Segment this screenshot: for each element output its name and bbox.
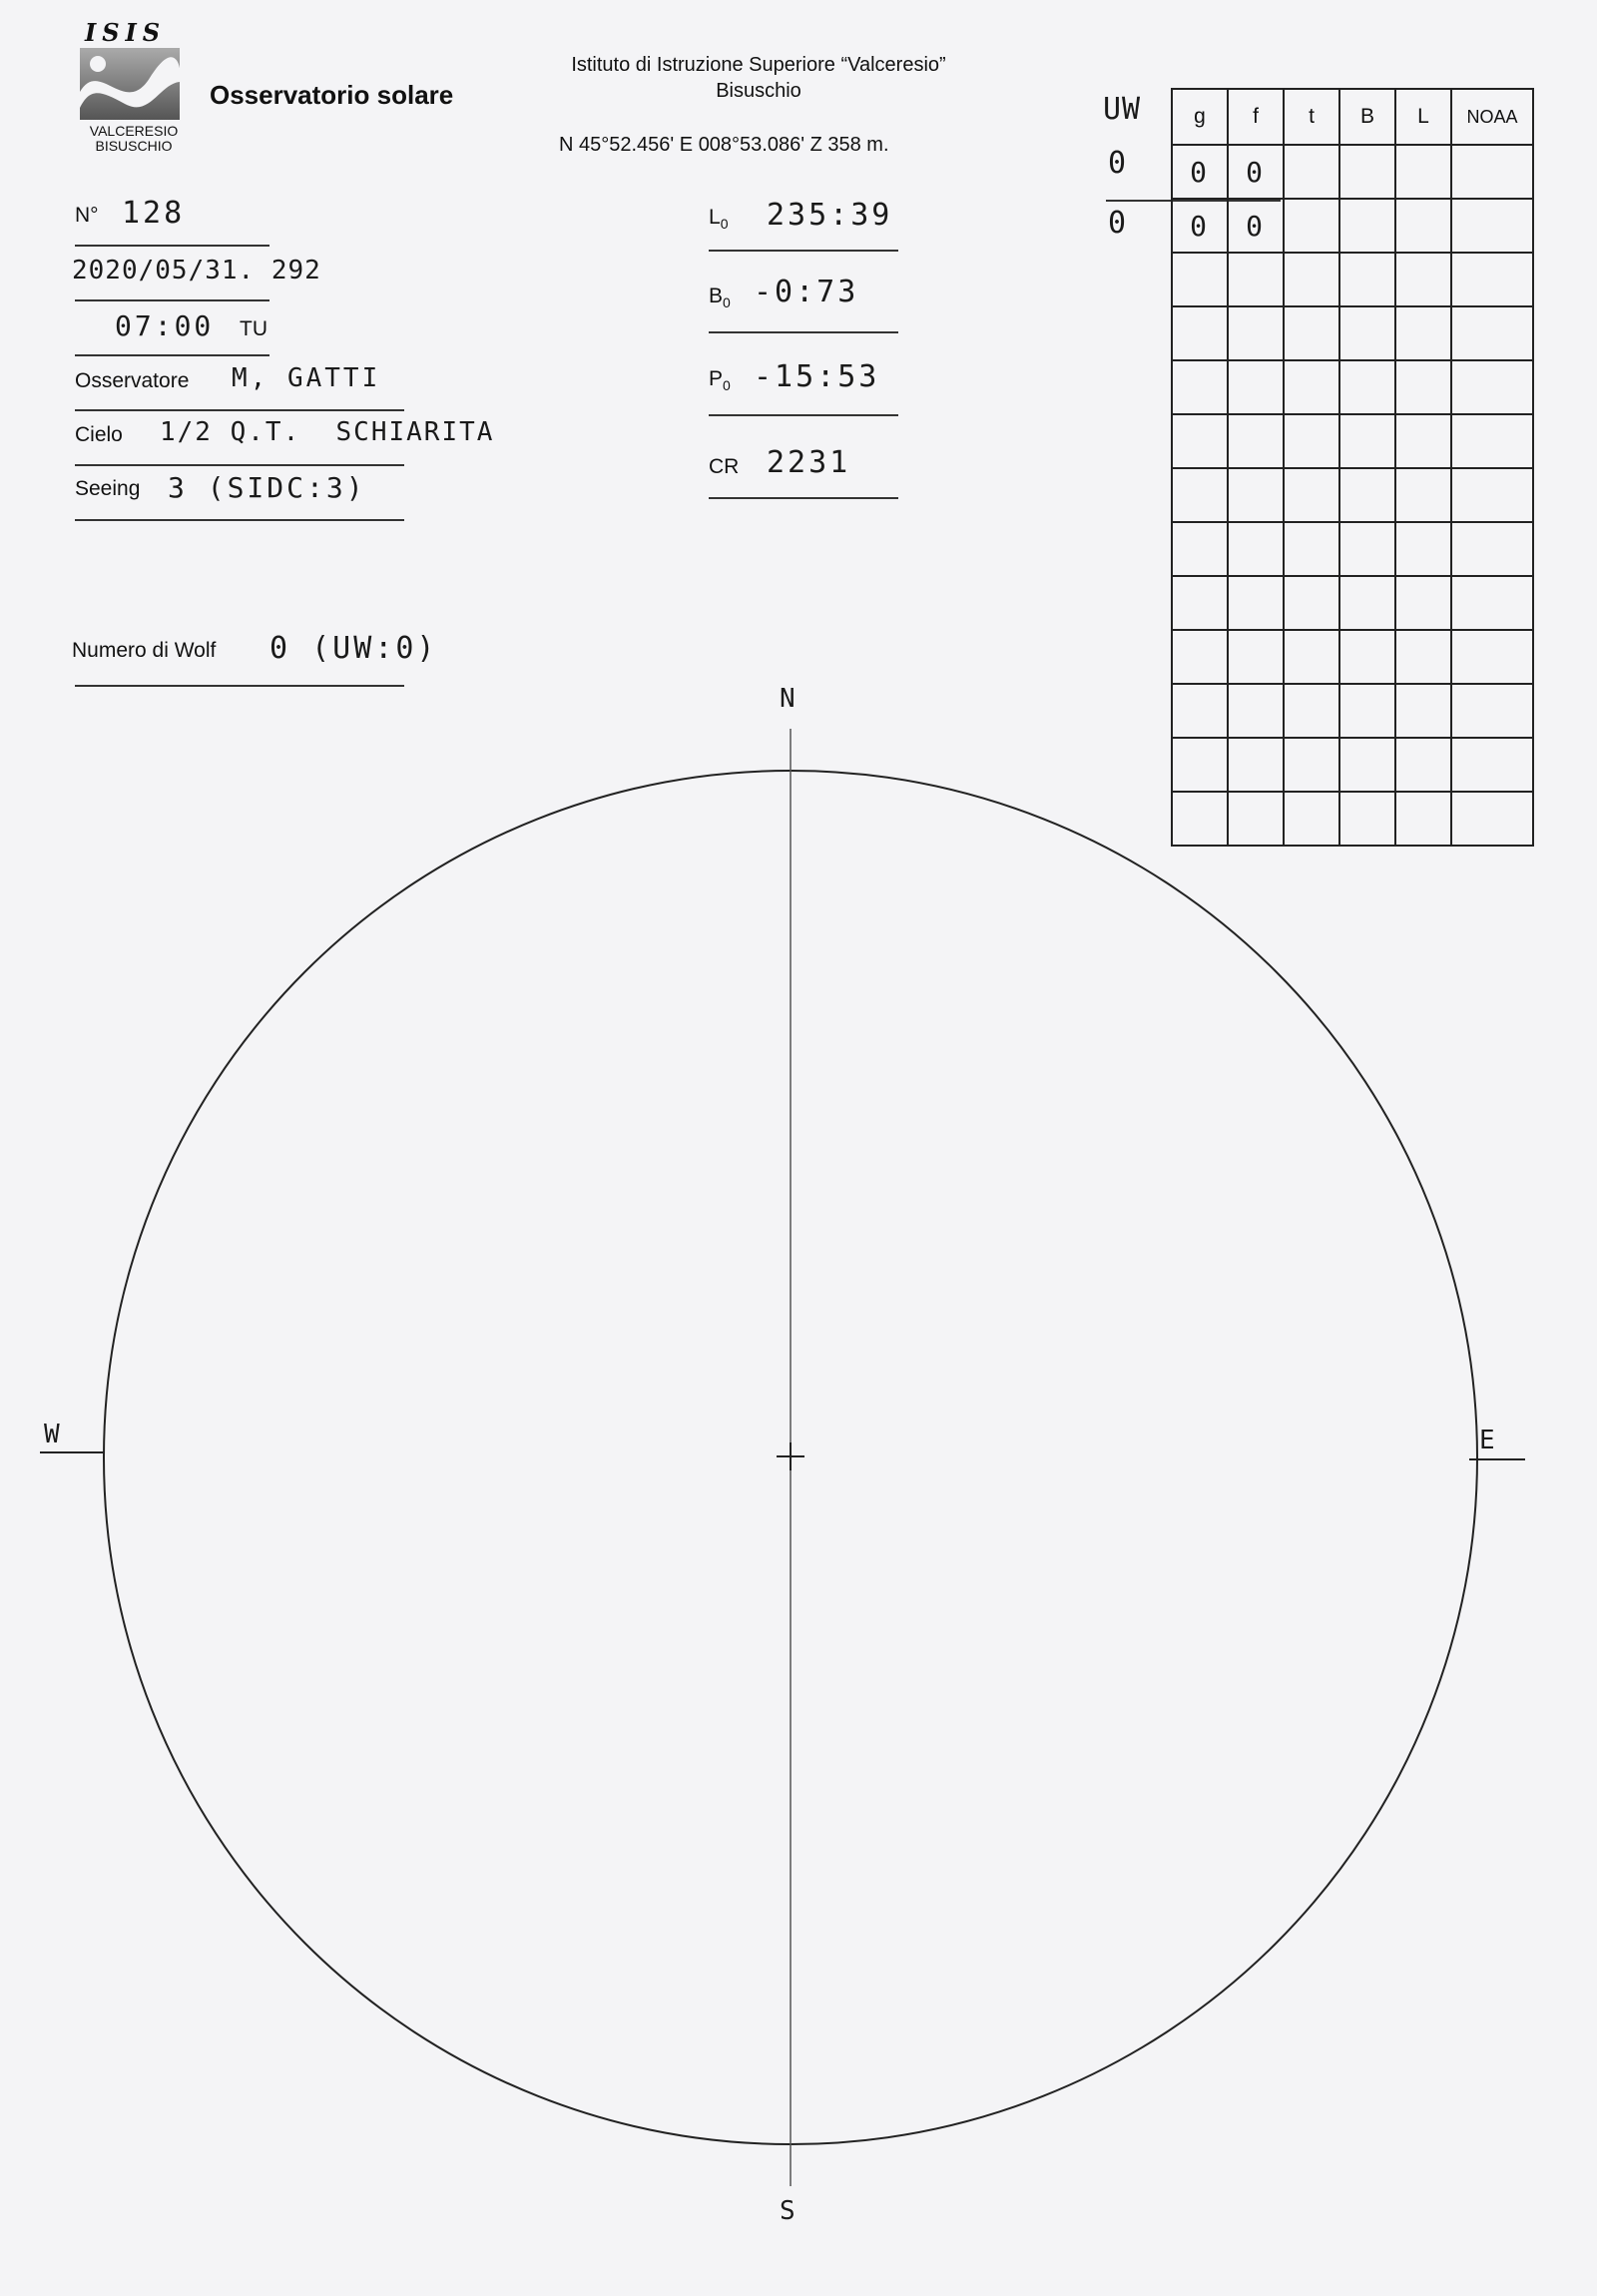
uw-row1-value: 0: [1108, 146, 1130, 181]
cr-label: CR: [709, 455, 740, 478]
sky-value: 1/2 Q.T. SCHIARITA: [160, 417, 495, 447]
seeing-value: 3 (SIDC:3): [168, 471, 366, 504]
table-cell: 0: [1228, 145, 1284, 199]
page-title: Osservatorio solare: [210, 80, 454, 110]
logo-isis-text: ISIS: [85, 18, 167, 47]
cr-value: 2231: [767, 445, 851, 480]
uw-row2-value: 0: [1108, 206, 1130, 241]
col-header-g: g: [1172, 89, 1228, 145]
l0-label-text: L: [709, 206, 721, 229]
table-cell: 0: [1228, 199, 1284, 253]
north-label: N: [780, 684, 798, 714]
l0-value: 235:39: [767, 198, 893, 233]
observer-label: Osservatore: [75, 369, 190, 392]
col-header-b: B: [1339, 89, 1395, 145]
site-coordinates: N 45°52.456' E 008°53.086' Z 358 m.: [559, 134, 889, 156]
p0-label-text: P: [709, 367, 724, 390]
seeing-label: Seeing: [75, 477, 141, 500]
wolf-value: 0 (UW:0): [269, 631, 438, 666]
p0-value: -15:53: [754, 359, 880, 394]
time-value: 07:00: [115, 309, 215, 342]
time-unit: TU: [240, 317, 267, 340]
east-label: E: [1479, 1426, 1498, 1455]
uw-header: UW: [1103, 92, 1142, 127]
b0-value: -0:73: [754, 275, 859, 309]
b0-label-text: B: [709, 285, 724, 307]
col-header-l: L: [1395, 89, 1451, 145]
institute-line2: Bisuschio: [716, 80, 801, 102]
col-header-noaa: NOAA: [1451, 89, 1533, 145]
sky-label: Cielo: [75, 423, 123, 446]
table-cell: 0: [1172, 145, 1228, 199]
south-label: S: [780, 2196, 798, 2226]
wolf-label: Numero di Wolf: [72, 639, 217, 662]
b0-label-sub: 0: [723, 294, 731, 310]
table-cell: 0: [1172, 199, 1228, 253]
col-header-f: f: [1228, 89, 1284, 145]
p0-label-sub: 0: [723, 377, 731, 393]
institute-line1: Istituto di Istruzione Superiore “Valceresio”: [571, 54, 946, 76]
l0-label-sub: 0: [720, 216, 729, 232]
logo-subtitle-line2: BISUSCHIO: [95, 138, 173, 154]
date-value: 2020/05/31. 292: [72, 256, 321, 286]
logo-subtitle-line1: VALCERESIO: [89, 124, 179, 139]
number-value: 128: [122, 196, 186, 231]
observer-value: M, GATTI: [232, 363, 381, 393]
col-header-t: t: [1284, 89, 1339, 145]
number-label: N°: [75, 204, 99, 227]
west-label: W: [44, 1420, 63, 1449]
